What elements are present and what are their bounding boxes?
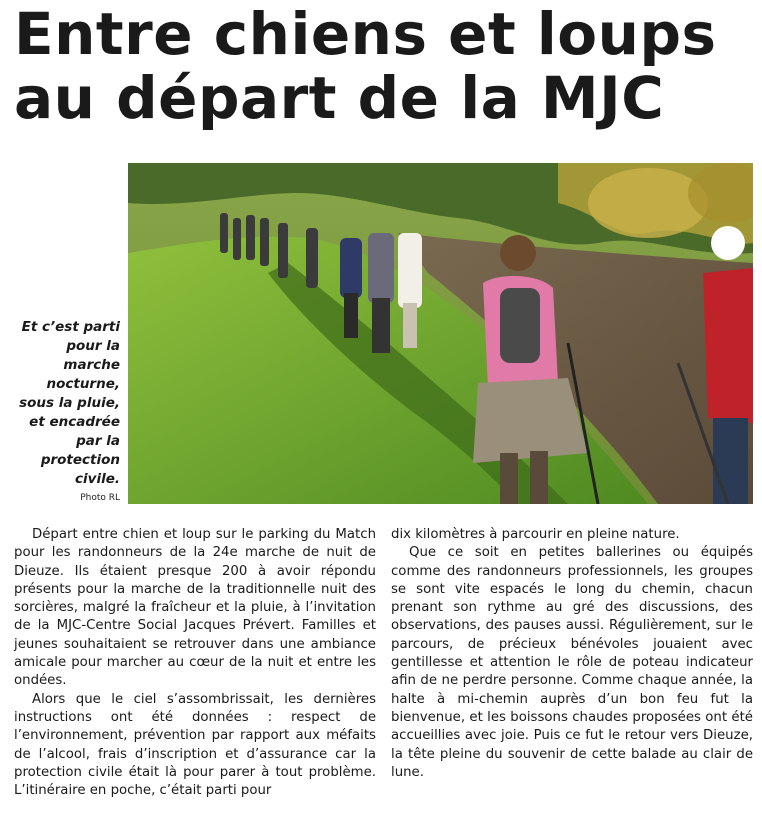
headline-line-2: au départ de la MJC bbox=[14, 64, 665, 132]
article-paragraph: Alors que le ciel s’assombrissait, les dernières instructions ont été données : respect de l’environnement, prévention par rapport aux méfaits de l’alcool, frais d’inscription et d’assurance car la protection civile était là pour parer à tout problème. L’itinéraire en poche, c’était parti pour bbox=[14, 691, 376, 799]
article-column-2 bbox=[391, 526, 753, 782]
article-paragraph: Que ce soit en petites ballerines ou équipés comme des randonneurs professionnels, les groupes se sont vite espacés le long du chemin, chacun prenant son rythme au gré des discussions, des observations, des pauses aussi. Régulièrement, sur le parcours, de précieux bénévoles jouaient avec gentillesse et attention le rôle de poteau indicateur afin de ne perdre personne. Comme chaque année, la halte à mi-chemin auprès d’un bon feu fut la bienvenue, et les boissons chaudes proposées ont été accueillies avec joie. Puis ce fut le retour vers Dieuze, la tête pleine du souvenir de cette balade au clair de lune. bbox=[391, 545, 753, 780]
article-paragraph: Départ entre chien et loup sur le parking du Match pour les randonneurs de la 24e marche de nuit de Dieuze. Ils étaient presque 200 à avoir répondu présents pour la marche de la traditionnelle nuit des sorcières, malgré la fraîcheur et la pluie, à l’invitation de la MJC-Centre Social Jacques Prévert. Familles et jeunes souhaitaient se retrouver dans une ambiance amicale pour marcher au cœur de la nuit et entre les ondées. bbox=[14, 527, 376, 689]
article-paragraph: dix kilomètres à parcourir en pleine nature. bbox=[391, 527, 680, 542]
photo-caption: Et c’est parti pour la marche nocturne, sous la pluie, et encadrée par la protection civile. bbox=[19, 319, 120, 487]
headline-line-1: Entre chiens et loups bbox=[14, 0, 717, 68]
hikers-photo bbox=[128, 163, 753, 504]
headline bbox=[14, 2, 754, 130]
photo-credit: Photo RL bbox=[80, 493, 120, 503]
article-column-1 bbox=[14, 526, 376, 800]
hikers-photo-illustration bbox=[128, 163, 753, 504]
